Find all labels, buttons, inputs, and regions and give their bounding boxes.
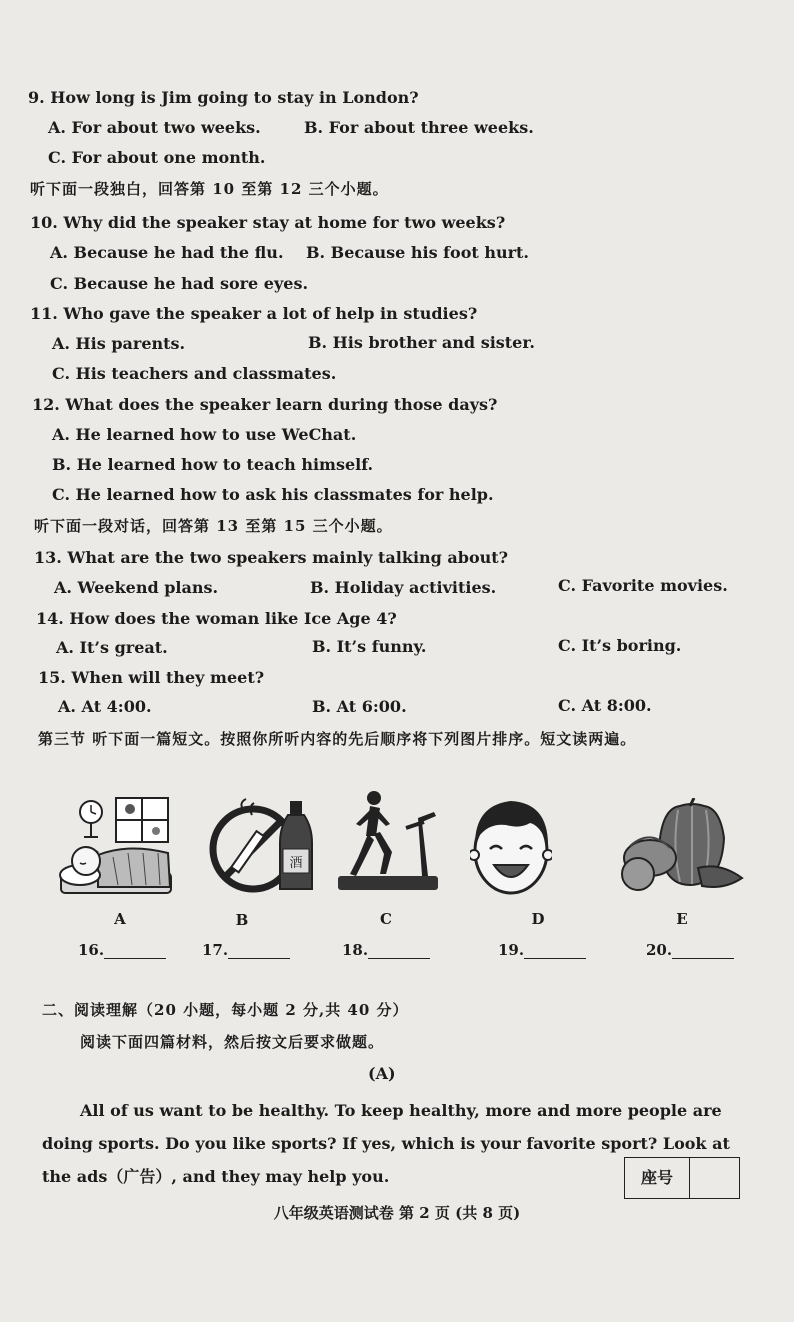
smiling-boy-icon: [470, 795, 552, 897]
sleeping-child-icon: [58, 795, 173, 900]
blank-number-20: 20.: [646, 941, 673, 959]
answer-blank-19[interactable]: [498, 941, 586, 959]
question-10-option-a: A. Because he had the flu.: [50, 243, 284, 262]
seat-number-label: 座号: [625, 1158, 690, 1198]
question-13-stem: 13. What are the two speakers mainly talking about?: [34, 548, 509, 567]
question-10-option-c: C. Because he had sore eyes.: [50, 274, 309, 293]
question-15-stem: 15. When will they meet?: [38, 668, 265, 687]
blank-number-16: 16.: [78, 941, 105, 959]
question-11-option-a: A. His parents.: [52, 334, 186, 353]
question-14-option-c: C. It’s boring.: [558, 636, 682, 655]
no-smoking-drinking-icon: [208, 797, 318, 897]
question-13-option-a: A. Weekend plans.: [54, 578, 219, 597]
question-11-stem: 11. Who gave the speaker a lot of help in studies?: [30, 304, 478, 323]
question-9-stem: 9. How long is Jim going to stay in London?: [28, 88, 419, 107]
question-9-option-b: B. For about three weeks.: [304, 118, 534, 137]
question-10-stem: 10. Why did the speaker stay at home for two weeks?: [30, 213, 506, 232]
instruction-q10-12: 听下面一段独白，回答第 10 至第 12 三个小题。: [30, 180, 389, 198]
reading-section-label: (A): [368, 1064, 396, 1083]
question-11-option-b: B. His brother and sister.: [308, 333, 535, 352]
page-footer: 八年级英语测试卷 第 2 页 (共 8 页): [273, 1204, 521, 1222]
question-12-option-a: A. He learned how to use WeChat.: [52, 425, 357, 444]
question-15-option-c: C. At 8:00.: [558, 696, 652, 715]
question-14-option-b: B. It’s funny.: [312, 637, 427, 656]
question-12-option-c: C. He learned how to ask his classmates for help.: [52, 485, 494, 504]
question-10-option-b: B. Because his foot hurt.: [306, 243, 529, 262]
picture-label-d: D: [531, 910, 545, 928]
picture-label-a: A: [114, 910, 126, 928]
question-12-option-b: B. He learned how to teach himself.: [52, 455, 374, 474]
question-14-stem: 14. How does the woman like Ice Age 4?: [36, 609, 397, 628]
picture-label-c: C: [380, 910, 392, 928]
reading-instruction: 阅读下面四篇材料，然后按文后要求做题。: [80, 1033, 385, 1051]
answer-blank-17[interactable]: [202, 941, 290, 959]
question-9-option-c: C. For about one month.: [48, 148, 266, 167]
seat-number-box: [624, 1157, 740, 1199]
question-11-option-c: C. His teachers and classmates.: [52, 364, 337, 383]
fruit-vegetables-icon: [620, 798, 746, 898]
reading-heading: 二、阅读理解（20 小题，每小题 2 分,共 40 分）: [42, 1001, 409, 1019]
answer-blank-18[interactable]: [342, 941, 430, 959]
answer-blank-20[interactable]: [646, 941, 734, 959]
question-14-option-a: A. It’s great.: [56, 638, 168, 657]
question-15-option-a: A. At 4:00.: [58, 697, 152, 716]
instruction-q13-15: 听下面一段对话，回答第 13 至第 15 三个小题。: [34, 517, 393, 535]
question-13-option-c: C. Favorite movies.: [558, 576, 728, 595]
instruction-section-3: 第三节 听下面一篇短文。按照你所听内容的先后顺序将下列图片排序。短文读两遍。: [38, 730, 637, 748]
picture-label-e: E: [676, 910, 688, 928]
picture-label-b: B: [235, 911, 249, 929]
blank-number-17: 17.: [202, 941, 229, 959]
reading-paragraph: All of us want to be healthy. To keep healthy, more and more people are doing sports. Do you like sports? If yes, which is your favorite sport? Look at the ads（广告）, and they may help you.: [42, 1101, 730, 1186]
answer-blank-16[interactable]: [78, 941, 166, 959]
question-9-option-a: A. For about two weeks.: [48, 118, 261, 137]
question-15-option-b: B. At 6:00.: [312, 697, 407, 716]
question-12-stem: 12. What does the speaker learn during those days?: [32, 395, 498, 414]
bottle-label: 酒: [289, 856, 303, 871]
treadmill-runner-icon: [336, 788, 444, 898]
blank-number-18: 18.: [342, 941, 369, 959]
question-13-option-b: B. Holiday activities.: [310, 578, 497, 597]
blank-number-19: 19.: [498, 941, 525, 959]
